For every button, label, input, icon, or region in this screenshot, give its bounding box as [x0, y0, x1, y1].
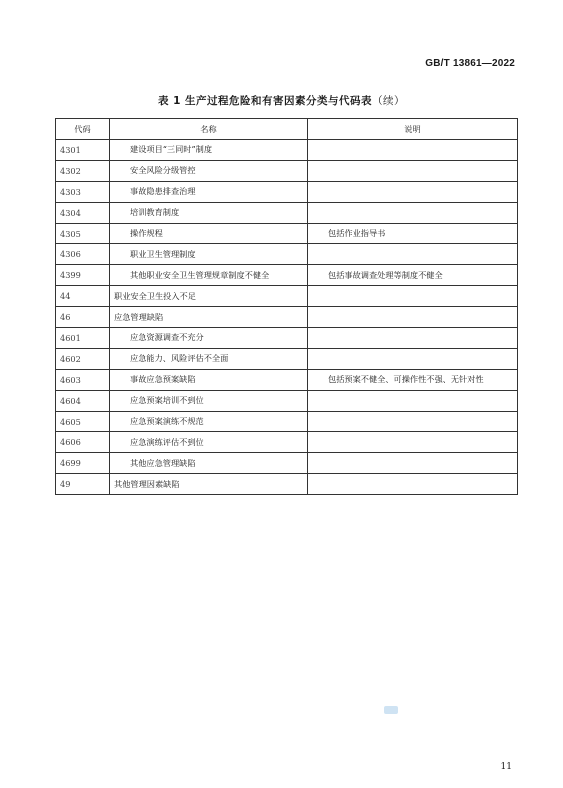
cell-code: 49 [56, 474, 110, 495]
cell-name: 职业安全卫生投入不足 [110, 286, 308, 307]
table-row [56, 244, 518, 265]
table-row [56, 369, 518, 390]
cell-name: 事故应急预案缺陷 [110, 369, 308, 390]
cell-note [308, 181, 518, 202]
cell-code: 44 [56, 286, 110, 307]
cell-note [308, 328, 518, 349]
cell-code: 4306 [56, 244, 110, 265]
cell-name: 应急管理缺陷 [110, 307, 308, 328]
column-header-code: 代码 [56, 119, 110, 140]
table-caption-title: 表 1 生产过程危险和有害因素分类与代码表 [157, 95, 373, 107]
table-row [56, 307, 518, 328]
cell-name: 事故隐患排查治理 [110, 181, 308, 202]
cell-name: 应急能力、风险评估不全面 [110, 348, 308, 369]
cell-code: 4602 [56, 348, 110, 369]
cell-code: 46 [56, 307, 110, 328]
cell-note [308, 390, 518, 411]
cell-name: 其他职业安全卫生管理规章制度不健全 [110, 265, 308, 286]
cell-name: 应急资源调查不充分 [110, 328, 308, 349]
table-row [56, 348, 518, 369]
cell-note [308, 140, 518, 161]
cell-code: 4305 [56, 223, 110, 244]
table-row [56, 202, 518, 223]
hazard-code-table [55, 118, 518, 495]
cell-code: 4606 [56, 432, 110, 453]
cell-name: 职业卫生管理制度 [110, 244, 308, 265]
table-row [56, 286, 518, 307]
cell-code: 4399 [56, 265, 110, 286]
cell-note: 包括预案不健全、可操作性不强、无针对性 [308, 369, 518, 390]
cell-note [308, 432, 518, 453]
table-caption-continued: （续） [372, 95, 406, 107]
cell-code: 4605 [56, 411, 110, 432]
cell-name: 其他应急管理缺陷 [110, 453, 308, 474]
cell-note [308, 160, 518, 181]
table-row [56, 328, 518, 349]
cell-name: 培训教育制度 [110, 202, 308, 223]
table-row [56, 223, 518, 244]
table-row [56, 411, 518, 432]
table-row [56, 140, 518, 161]
column-header-note: 说明 [308, 119, 518, 140]
cell-note: 包括事故调查处理等制度不健全 [308, 265, 518, 286]
cell-code: 4603 [56, 369, 110, 390]
cell-note [308, 411, 518, 432]
table-row [56, 160, 518, 181]
cell-code: 4302 [56, 160, 110, 181]
cell-note [308, 453, 518, 474]
cell-name: 其他管理因素缺陷 [110, 474, 308, 495]
cell-name: 应急预案演练不规范 [110, 411, 308, 432]
table-caption [0, 93, 563, 108]
cell-name: 建设项目“三同时”制度 [110, 140, 308, 161]
cell-code: 4699 [56, 453, 110, 474]
table-row [56, 474, 518, 495]
standard-number: GB/T 13861—2022 [425, 58, 515, 69]
table-row [56, 432, 518, 453]
cell-name: 安全风险分级管控 [110, 160, 308, 181]
watermark-stamp [384, 706, 398, 714]
table-row [56, 181, 518, 202]
table-header-row [56, 119, 518, 140]
cell-note: 包括作业指导书 [308, 223, 518, 244]
cell-note [308, 244, 518, 265]
cell-code: 4601 [56, 328, 110, 349]
cell-note [308, 348, 518, 369]
cell-name: 应急预案培训不到位 [110, 390, 308, 411]
cell-note [308, 286, 518, 307]
cell-name: 操作规程 [110, 223, 308, 244]
cell-code: 4604 [56, 390, 110, 411]
cell-note [308, 474, 518, 495]
cell-note [308, 202, 518, 223]
column-header-name: 名称 [110, 119, 308, 140]
cell-code: 4303 [56, 181, 110, 202]
page-number: 11 [500, 762, 512, 772]
cell-note [308, 307, 518, 328]
table-row [56, 390, 518, 411]
cell-code: 4301 [56, 140, 110, 161]
table-body [56, 140, 518, 495]
table-row [56, 265, 518, 286]
cell-name: 应急演练评估不到位 [110, 432, 308, 453]
table-row [56, 453, 518, 474]
cell-code: 4304 [56, 202, 110, 223]
